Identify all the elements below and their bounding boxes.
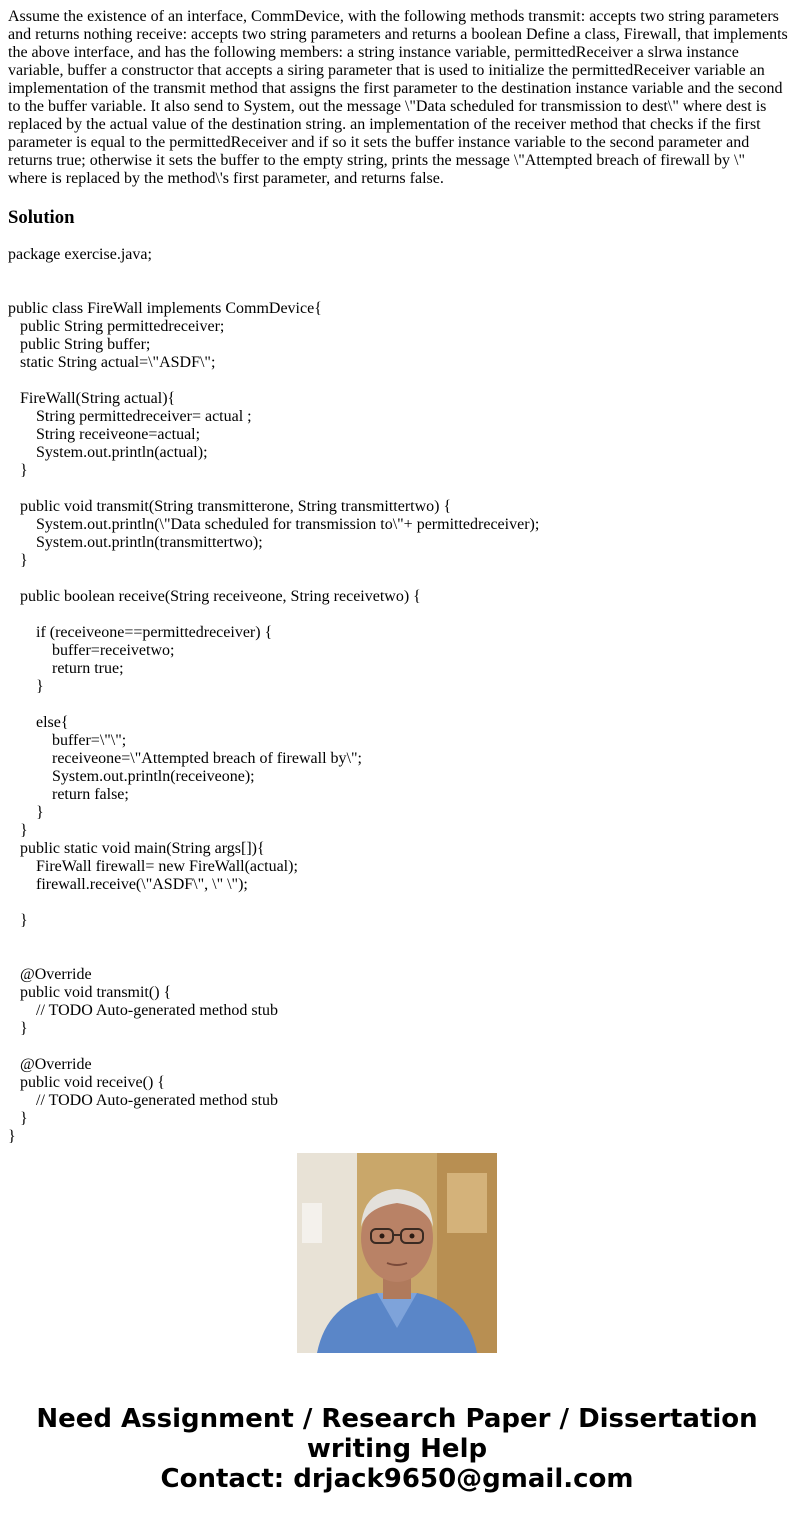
code-line: buffer=\"\"; xyxy=(8,732,127,749)
code-line: public void transmit() { xyxy=(8,984,172,1001)
code-line: System.out.println(transmittertwo); xyxy=(8,534,263,551)
promo-line-2: writing Help xyxy=(306,1434,488,1464)
code-line: public String permittedreceiver; xyxy=(8,318,225,335)
code-line: public void transmit(String transmitterone, String transmittertwo) { xyxy=(8,498,452,515)
code-line: public void receive() { xyxy=(8,1074,165,1091)
code-line: } xyxy=(8,552,28,569)
code-line: } xyxy=(8,462,28,479)
code-line: } xyxy=(8,678,44,695)
code-line: public static void main(String args[]){ xyxy=(8,840,265,857)
question-text: Assume the existence of an interface, CommDevice, with the following methods transmit: accepts two string parameters and returns nothing receive: accepts two string parameters and returns a boolean Define a class, Firewall, that implements the above interface, and has the following members: a string instance variable, permittedReceiver a slrwa instance variable, buffer a constructor that accepts a siring parameter that is used to initialize the permittedReceiver variable an implementation of the transmit method that assigns the first parameter to the destination instance variable and the second to the buffer variable. It also send to System, out the message \"Data scheduled for transmission to dest\" where dest is replaced by the actual value of the destination string. an implementation of the receiver method that checks if the first parameter is equal to the permittedReceiver and if so it sets the buffer instance variable to the second parameter and returns true; otherwise it sets the buffer to the empty string, prints the message \"Attempted breach of firewall by \" where is replaced by the method\'s first parameter, and returns false. xyxy=(8,8,788,187)
code-line: // TODO Auto-generated method stub xyxy=(8,1002,279,1019)
code-line xyxy=(8,264,788,282)
code-line: } xyxy=(8,1020,28,1037)
code-line xyxy=(8,948,788,966)
code-line: String permittedreceiver= actual ; xyxy=(8,408,252,425)
code-line: } xyxy=(8,912,28,929)
code-line xyxy=(8,606,788,624)
code-line: System.out.println(\"Data scheduled for transmission to\"+ permittedreceiver); xyxy=(8,516,540,533)
promo-banner xyxy=(0,1404,794,1494)
code-line: receiveone=\"Attempted breach of firewall by\"; xyxy=(8,750,362,767)
code-line: @Override xyxy=(8,1056,92,1073)
code-line: FireWall(String actual){ xyxy=(8,390,176,407)
code-line: return false; xyxy=(8,786,129,803)
solution-code xyxy=(8,246,788,1145)
code-line: package exercise.java; xyxy=(8,246,152,263)
promo-line-1: Need Assignment / Research Paper / Dissertation xyxy=(36,1404,758,1434)
code-line: if (receiveone==permittedreceiver) { xyxy=(8,624,273,641)
code-line: } xyxy=(8,1110,28,1127)
code-line xyxy=(8,282,788,300)
code-line xyxy=(8,930,788,948)
code-line xyxy=(8,1038,788,1056)
code-line: public String buffer; xyxy=(8,336,151,353)
code-line: } xyxy=(8,804,44,821)
author-avatar xyxy=(297,1153,497,1353)
code-line xyxy=(8,696,788,714)
code-line: static String actual=\"ASDF\"; xyxy=(8,354,216,371)
code-line: firewall.receive(\"ASDF\", \" \"); xyxy=(8,876,248,893)
code-line: else{ xyxy=(8,714,69,731)
code-line xyxy=(8,480,788,498)
code-line: } xyxy=(8,1128,16,1145)
code-line: public class FireWall implements CommDevice{ xyxy=(8,300,322,317)
code-line xyxy=(8,570,788,588)
code-line: } xyxy=(8,822,28,839)
code-line: System.out.println(actual); xyxy=(8,444,208,461)
promo-line-3: Contact: drjack9650@gmail.com xyxy=(160,1464,634,1494)
code-line: public boolean receive(String receiveone, String receivetwo) { xyxy=(8,588,421,605)
code-line xyxy=(8,894,788,912)
code-line: @Override xyxy=(8,966,92,983)
solution-heading: Solution xyxy=(8,207,75,228)
code-line: System.out.println(receiveone); xyxy=(8,768,255,785)
code-line: return true; xyxy=(8,660,124,677)
code-line xyxy=(8,372,788,390)
code-line: FireWall firewall= new FireWall(actual); xyxy=(8,858,298,875)
code-line: buffer=receivetwo; xyxy=(8,642,175,659)
code-line: // TODO Auto-generated method stub xyxy=(8,1092,279,1109)
code-line: String receiveone=actual; xyxy=(8,426,201,443)
